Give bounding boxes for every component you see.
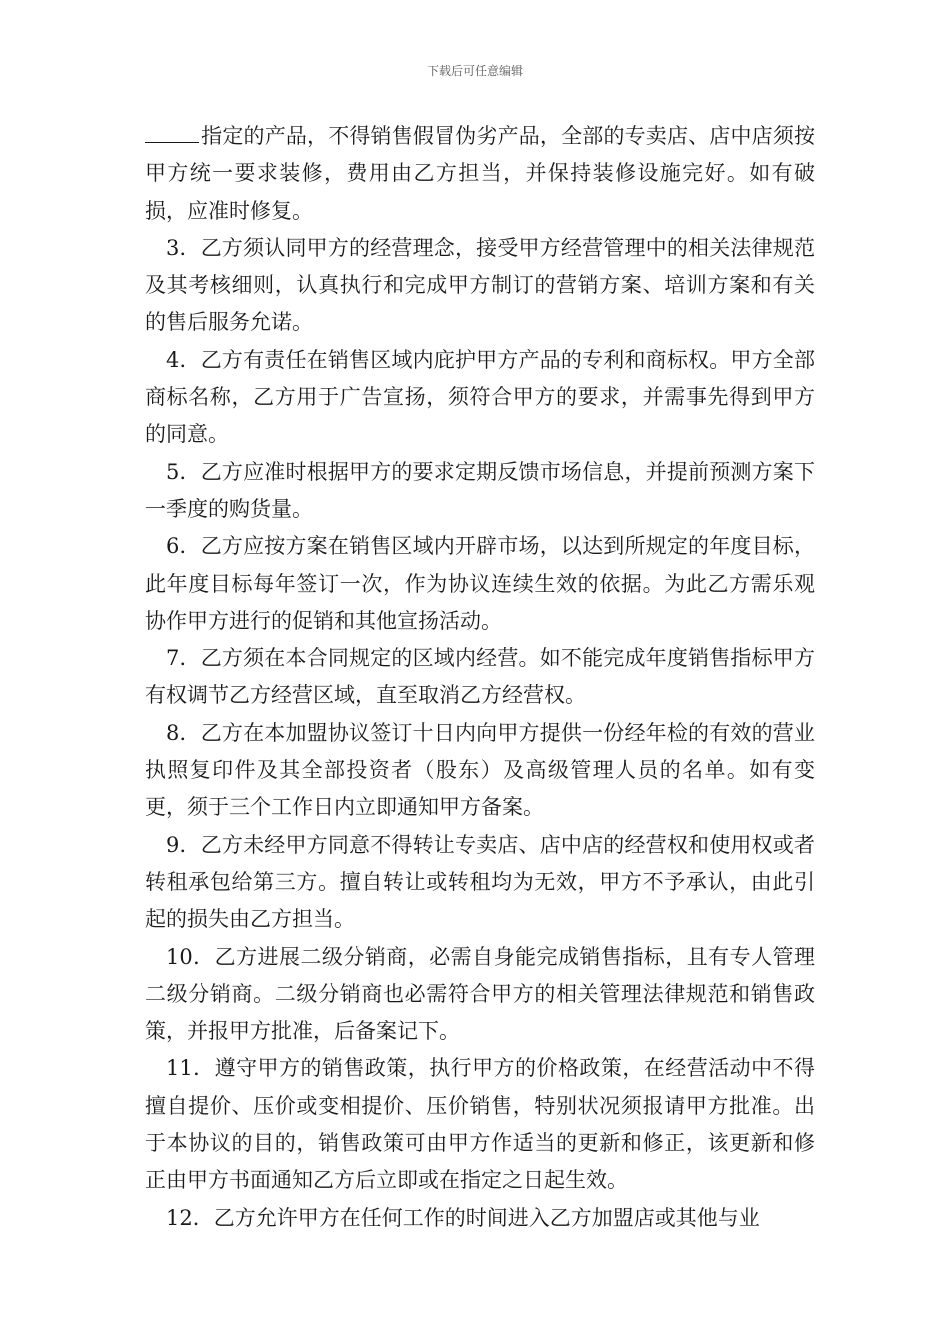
paragraph-9: 9．乙方未经甲方同意不得转让专卖店、店中店的经营权和使用权或者转租承包给第三方。擅自转让或转租均为无效，甲方不予承认，由此引起的损失由乙方担当。 (145, 832, 815, 932)
paragraph-8: 8．乙方在本加盟协议签订十日内向甲方提供一份经年检的有效的营业执照复印件及其全部投资者（股东）及高级管理人员的名单。如有变更，须于三个工作日内立即通知甲方备案。 (145, 720, 815, 820)
fill-in-blank (145, 122, 199, 143)
document-body (145, 118, 815, 1237)
paragraph-4: 4．乙方有责任在销售区域内庇护甲方产品的专利和商标权。甲方全部商标名称，乙方用于广告宣扬，须符合甲方的要求，并需事先得到甲方的同意。 (145, 347, 815, 447)
paragraph-12: 12．乙方允许甲方在任何工作的时间进入乙方加盟店或其他与业 (166, 1205, 760, 1230)
paragraph-11: 11．遵守甲方的销售政策，执行甲方的价格政策，在经营活动中不得擅自提价、压价或变相提价、压价销售，特别状况须报请甲方批准。出于本协议的目的，销售政策可由甲方作适当的更新和修正，该更新和修正由甲方书面通知乙方后立即或在指定之日起生效。 (145, 1056, 815, 1193)
paragraph-3: 3．乙方须认同甲方的经营理念，接受甲方经营管理中的相关法律规范及其考核细则，认真执行和完成甲方制订的营销方案、培训方案和有关的售后服务允诺。 (145, 235, 815, 335)
paragraph-2-continued (145, 118, 815, 230)
page-header: 下载后可任意编辑 (426, 64, 523, 78)
paragraph-7: 7．乙方须在本合同规定的区域内经营。如不能完成年度销售指标甲方有权调节乙方经营区域，直至取消乙方经营权。 (145, 646, 815, 708)
paragraph-text: 指定的产品，不得销售假冒伪劣产品，全部的专卖店、店中店须按甲方统一要求装修，费用由乙方担当，并保持装修设施完好。如有破损，应准时修复。 (145, 124, 815, 223)
paragraph-10: 10．乙方进展二级分销商，必需自身能完成销售指标，且有专人管理二级分销商。二级分销商也必需符合甲方的相关管理法律规范和销售政策，并报甲方批准，后备案记下。 (145, 944, 815, 1044)
paragraph-6: 6．乙方应按方案在销售区域内开辟市场，以达到所规定的年度目标，此年度目标每年签订一次，作为协议连续生效的依据。为此乙方需乐观协作甲方进行的促销和其他宣扬活动。 (145, 534, 815, 633)
paragraph-5: 5．乙方应准时根据甲方的要求定期反馈市场信息，并提前预测方案下一季度的购货量。 (145, 459, 815, 521)
